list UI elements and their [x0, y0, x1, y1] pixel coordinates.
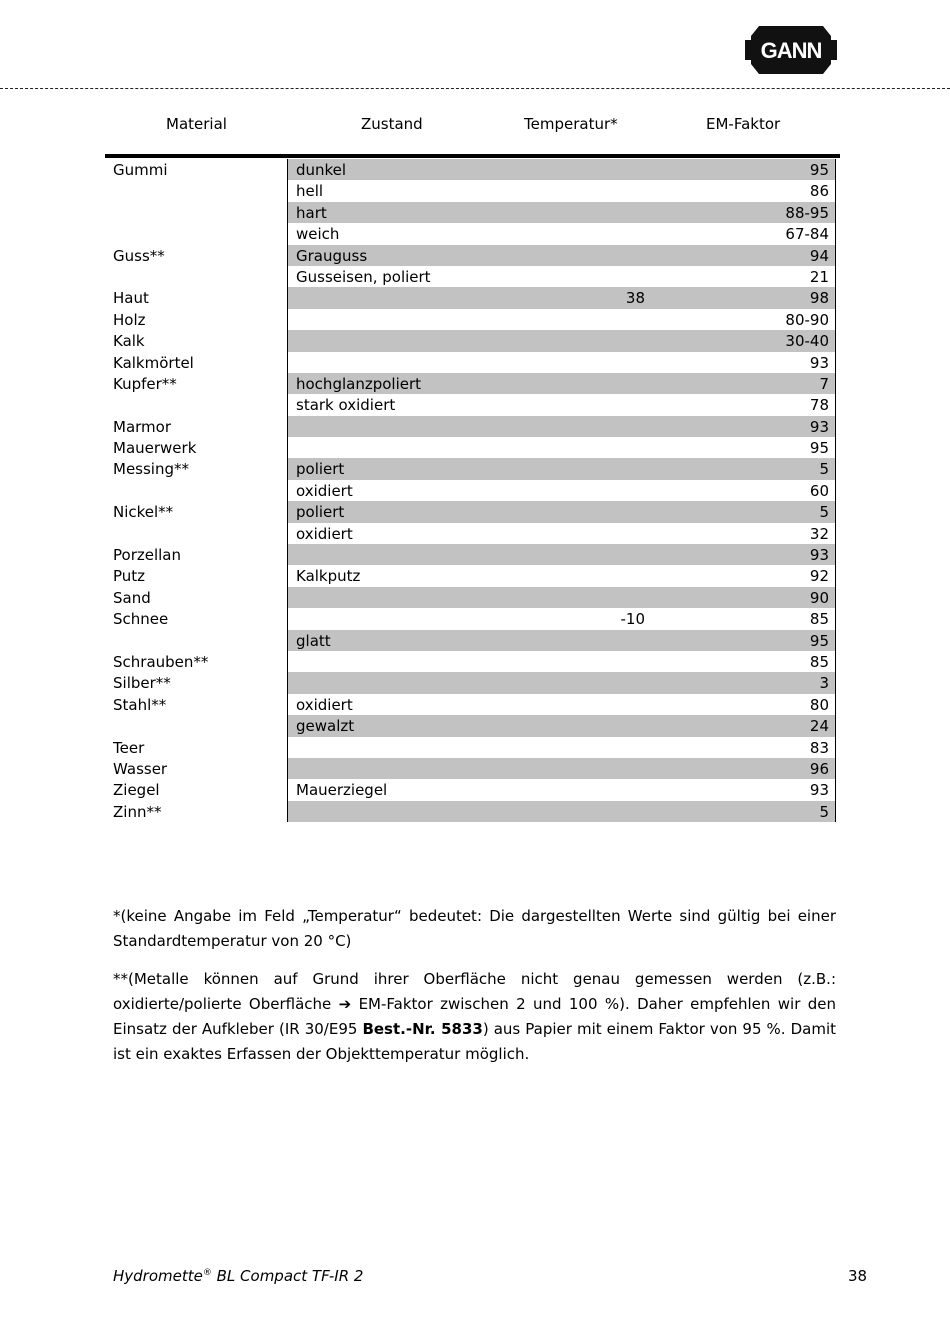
value-cell-group	[287, 202, 836, 223]
em-faktor-cell: 78	[809, 396, 829, 415]
column-header-zustand: Zustand	[361, 115, 423, 133]
em-faktor-cell: 94	[809, 246, 829, 265]
em-faktor-cell: 83	[809, 738, 829, 757]
footnote-metals-text-2: EM-Faktor zwischen 2 und 100 %). Daher empfehlen wir den Einsatz der Aufkleber (IR 30/E95	[113, 995, 836, 1038]
zustand-cell: glatt	[296, 631, 331, 650]
zustand-cell: stark oxidiert	[296, 396, 396, 415]
material-cell: Schnee	[113, 610, 169, 629]
material-cell: Zinn**	[113, 802, 162, 821]
footnotes	[113, 904, 836, 1080]
value-cell-group	[287, 501, 836, 522]
footer-product-title	[113, 1267, 363, 1285]
material-cell: Sand	[113, 588, 151, 607]
material-cell: Kalkmörtel	[113, 353, 194, 372]
footnote-metals-text-3: ) aus Papier mit einem Faktor von 95 %. Damit ist ein exaktes Erfassen der Objekttemperatur möglich.	[113, 1020, 836, 1063]
value-cell-group	[287, 352, 836, 373]
zustand-cell: oxidiert	[296, 481, 353, 500]
em-faktor-cell: 7	[819, 374, 829, 393]
table-row	[105, 758, 840, 779]
material-cell: Guss**	[113, 246, 165, 265]
value-cell-group	[287, 523, 836, 544]
table-row	[105, 630, 840, 651]
em-faktor-cell: 80	[809, 695, 829, 714]
zustand-cell: hell	[296, 182, 324, 201]
emission-table-body	[105, 159, 840, 822]
order-number: Best.-Nr. 5833	[362, 1020, 483, 1038]
value-cell-group	[287, 565, 836, 586]
table-row	[105, 352, 840, 373]
material-cell: Schrauben**	[113, 652, 209, 671]
material-cell: Silber**	[113, 674, 171, 693]
table-row	[105, 501, 840, 522]
em-faktor-cell: 24	[809, 717, 829, 736]
table-row	[105, 266, 840, 287]
zustand-cell: hart	[296, 203, 327, 222]
em-faktor-cell: 95	[809, 161, 829, 179]
table-row	[105, 309, 840, 330]
table-row	[105, 672, 840, 693]
material-cell: Teer	[113, 738, 145, 757]
value-cell-group	[287, 694, 836, 715]
table-row	[105, 565, 840, 586]
zustand-cell: dunkel	[296, 161, 347, 179]
footnote-metals	[113, 967, 836, 1067]
footer-product-model: BL Compact TF-IR 2	[211, 1267, 364, 1285]
material-cell: Marmor	[113, 417, 171, 436]
value-cell-group	[287, 737, 836, 758]
value-cell-group	[287, 223, 836, 244]
table-row	[105, 416, 840, 437]
value-cell-group	[287, 630, 836, 651]
material-cell: Messing**	[113, 460, 189, 479]
zustand-cell: gewalzt	[296, 717, 355, 736]
table-row	[105, 287, 840, 308]
value-cell-group	[287, 394, 836, 415]
value-cell-group	[287, 651, 836, 672]
em-faktor-cell: 5	[819, 503, 829, 522]
zustand-cell: poliert	[296, 460, 345, 479]
em-faktor-cell: 96	[809, 759, 829, 778]
em-faktor-cell: 95	[809, 631, 829, 650]
footnote-metals-text-1: **(Metalle können auf Grund ihrer Oberfläche nicht genau gemessen werden (z.B.: oxidierte/polierte Oberfläche	[113, 970, 836, 1013]
material-cell: Mauerwerk	[113, 439, 197, 458]
value-cell-group	[287, 287, 836, 308]
em-faktor-cell: 3	[819, 674, 829, 693]
column-header-em-faktor: EM-Faktor	[706, 115, 781, 133]
value-cell-group	[287, 672, 836, 693]
em-faktor-cell: 80-90	[785, 310, 829, 329]
table-header-rule	[105, 154, 840, 158]
value-cell-group	[287, 544, 836, 565]
em-faktor-cell: 95	[809, 439, 829, 458]
material-cell: Stahl**	[113, 695, 167, 714]
header-dashed-divider	[0, 88, 950, 89]
table-row	[105, 245, 840, 266]
column-header-temperatur: Temperatur*	[524, 115, 618, 133]
value-cell-group	[287, 416, 836, 437]
zustand-cell: oxidiert	[296, 524, 353, 543]
zustand-cell: Kalkputz	[296, 567, 361, 586]
table-row	[105, 480, 840, 501]
table-row	[105, 544, 840, 565]
value-cell-group	[287, 801, 836, 822]
em-faktor-cell: 5	[819, 460, 829, 479]
zustand-cell: Mauerziegel	[296, 781, 388, 800]
value-cell-group	[287, 373, 836, 394]
gann-logo	[745, 24, 837, 76]
table-row	[105, 394, 840, 415]
table-row	[105, 801, 840, 822]
em-faktor-cell: 32	[809, 524, 829, 543]
em-faktor-cell: 92	[809, 567, 829, 586]
material-cell: Ziegel	[113, 781, 160, 800]
table-row	[105, 458, 840, 479]
table-row	[105, 159, 840, 180]
em-faktor-cell: 30-40	[785, 332, 829, 351]
footnote-temperature: *(keine Angabe im Feld „Temperatur“ bedeutet: Die dargestellten Werte sind gültig bei einer Standardtemperatur von 20 °C)	[113, 907, 836, 950]
value-cell-group	[287, 458, 836, 479]
table-row	[105, 223, 840, 244]
material-cell: Haut	[113, 289, 149, 308]
material-cell: Putz	[113, 567, 146, 586]
value-cell-group	[287, 330, 836, 351]
table-row	[105, 779, 840, 800]
value-cell-group	[287, 779, 836, 800]
table-row	[105, 330, 840, 351]
table-row	[105, 437, 840, 458]
em-faktor-cell: 93	[809, 546, 829, 565]
table-row	[105, 651, 840, 672]
temperatur-cell: -10	[620, 610, 645, 629]
em-faktor-cell: 60	[809, 481, 829, 500]
column-header-material: Material	[166, 115, 227, 133]
em-faktor-cell: 93	[809, 417, 829, 436]
zustand-cell: Gusseisen, poliert	[296, 267, 431, 286]
em-faktor-cell: 98	[809, 289, 829, 308]
svg-text:GANN: GANN	[760, 38, 822, 63]
table-row	[105, 202, 840, 223]
material-cell: Kupfer**	[113, 374, 177, 393]
table-row	[105, 737, 840, 758]
em-faktor-cell: 86	[809, 182, 829, 201]
table-row	[105, 180, 840, 201]
material-cell: Wasser	[113, 759, 168, 778]
zustand-cell: weich	[296, 225, 340, 244]
em-faktor-cell: 85	[809, 652, 829, 671]
material-cell: Porzellan	[113, 546, 181, 565]
value-cell-group	[287, 758, 836, 779]
material-cell: Nickel**	[113, 503, 174, 522]
zustand-cell: poliert	[296, 503, 345, 522]
em-faktor-cell: 5	[819, 802, 829, 821]
value-cell-group	[287, 587, 836, 608]
table-row	[105, 523, 840, 544]
material-cell: Kalk	[113, 332, 145, 351]
footer-product-name: Hydromette	[113, 1267, 203, 1285]
em-faktor-cell: 67-84	[785, 225, 829, 244]
value-cell-group	[287, 180, 836, 201]
em-faktor-cell: 88-95	[785, 203, 829, 222]
page-number: 38	[848, 1267, 868, 1285]
zustand-cell: hochglanzpoliert	[296, 374, 422, 393]
table-row	[105, 587, 840, 608]
zustand-cell: oxidiert	[296, 695, 353, 714]
arrow-right-icon: ➔	[338, 995, 352, 1013]
temperatur-cell: 38	[625, 289, 645, 308]
table-row	[105, 715, 840, 736]
zustand-cell: Grauguss	[296, 246, 368, 265]
value-cell-group	[287, 266, 836, 287]
table-row	[105, 694, 840, 715]
em-faktor-cell: 93	[809, 353, 829, 372]
value-cell-group	[287, 245, 836, 266]
table-row	[105, 373, 840, 394]
material-cell: Gummi	[113, 161, 168, 179]
value-cell-group	[287, 608, 836, 629]
em-faktor-cell: 21	[809, 267, 829, 286]
value-cell-group	[287, 715, 836, 736]
em-faktor-cell: 93	[809, 781, 829, 800]
value-cell-group	[287, 159, 836, 180]
value-cell-group	[287, 437, 836, 458]
registered-mark: ®	[202, 1268, 212, 1278]
value-cell-group	[287, 480, 836, 501]
em-faktor-cell: 90	[809, 588, 829, 607]
table-row	[105, 608, 840, 629]
value-cell-group	[287, 309, 836, 330]
em-faktor-cell: 85	[809, 610, 829, 629]
material-cell: Holz	[113, 310, 146, 329]
